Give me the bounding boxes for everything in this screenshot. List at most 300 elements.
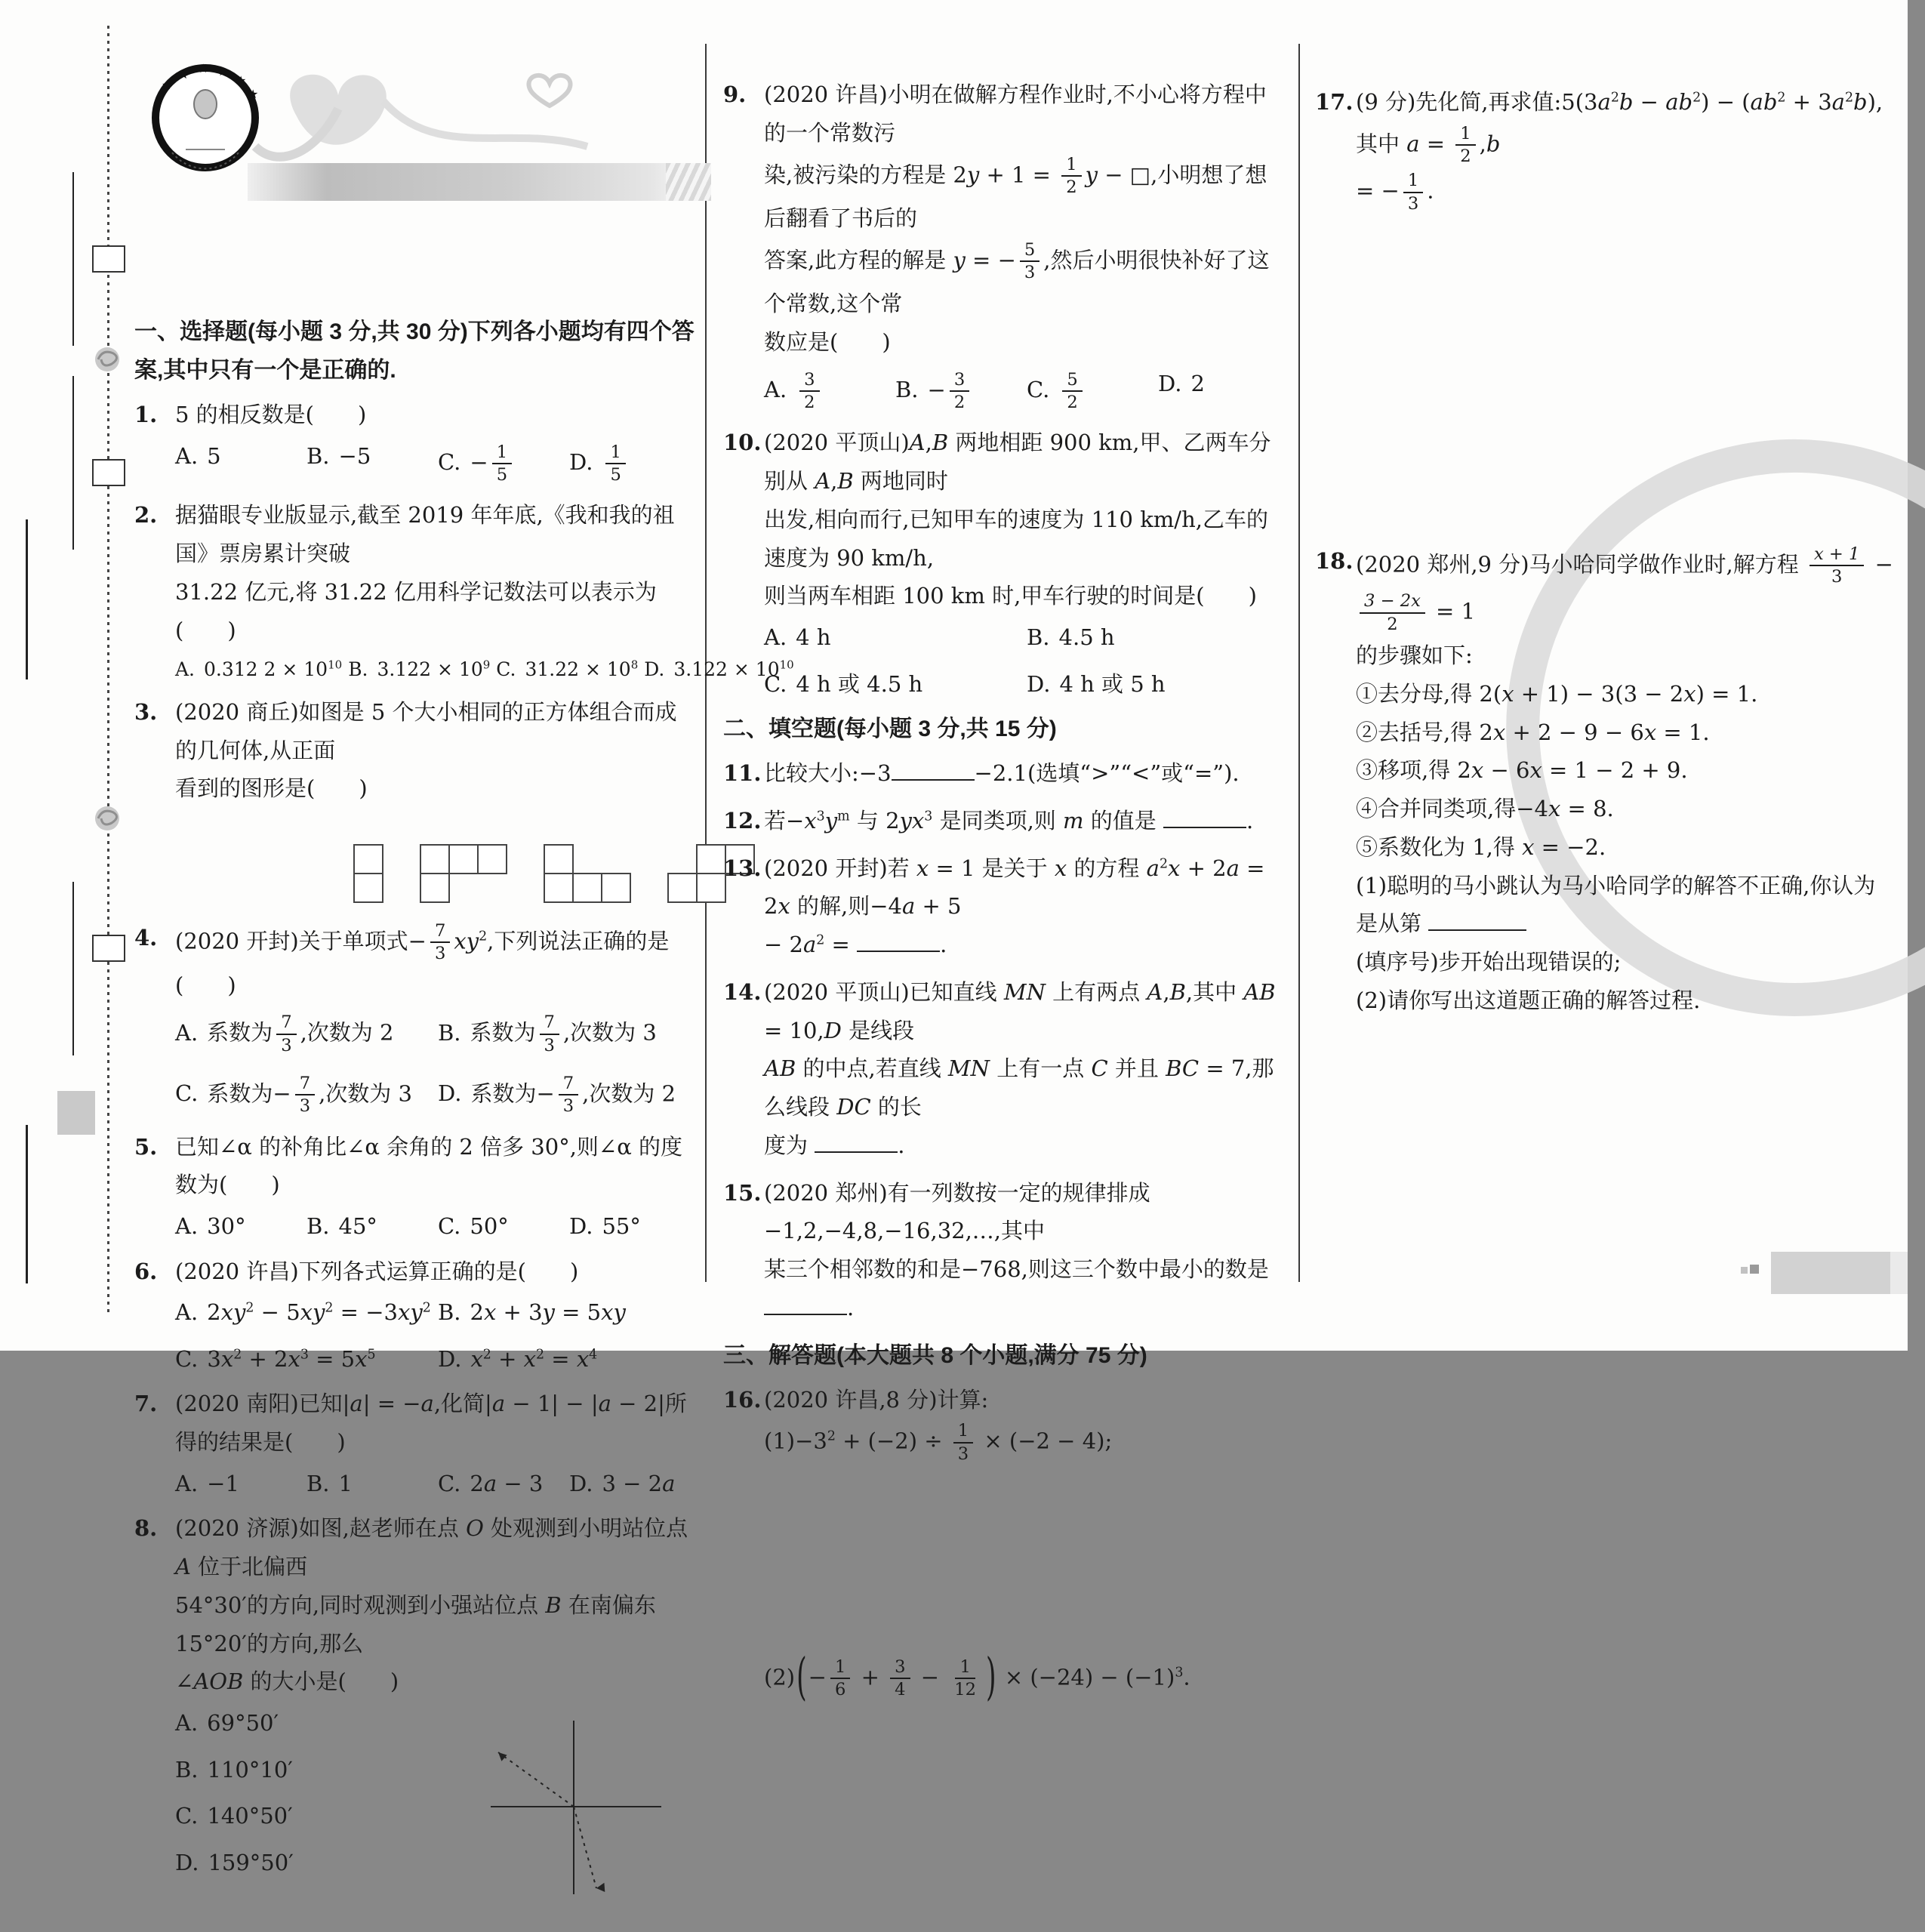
text: = 1 是关于 bbox=[929, 855, 1055, 881]
text: = 7,那么线段 bbox=[764, 1055, 1274, 1120]
denominator: 3 bbox=[1407, 193, 1419, 214]
text: ,次数为 2 bbox=[300, 1019, 394, 1046]
math-variable: x bbox=[355, 1345, 368, 1372]
option-label: C. bbox=[175, 1803, 199, 1829]
question-line bbox=[764, 238, 1283, 323]
text: + 5 bbox=[915, 893, 962, 920]
numerator: 3 bbox=[950, 369, 969, 392]
option-label: C. bbox=[438, 449, 461, 476]
question-line bbox=[175, 919, 695, 1004]
option-label: D. bbox=[1027, 670, 1051, 697]
denominator: 2 bbox=[1067, 393, 1078, 413]
text: 若− bbox=[764, 807, 805, 834]
question-body bbox=[764, 75, 1283, 414]
denominator: 3 bbox=[1831, 567, 1843, 587]
text: − 6 bbox=[1483, 757, 1530, 784]
option bbox=[175, 1210, 300, 1243]
question-body bbox=[764, 849, 1283, 964]
superscript: 5 bbox=[367, 1347, 376, 1363]
math-variable: x bbox=[1643, 719, 1657, 745]
option bbox=[569, 440, 695, 488]
text: (2020 南阳)已知| bbox=[175, 1391, 350, 1417]
text: (2020 平顶山)已知直线 bbox=[764, 978, 1004, 1005]
text: (2)请你写出这道题正确的解答过程. bbox=[1356, 987, 1701, 1013]
question-body bbox=[764, 424, 1283, 701]
text: . bbox=[1246, 807, 1254, 834]
math-variable: y bbox=[824, 807, 838, 834]
text: ,次数为 3 bbox=[319, 1080, 412, 1107]
view-option bbox=[353, 843, 384, 910]
math-variable: x bbox=[778, 893, 790, 920]
math-variable: AB bbox=[1243, 978, 1276, 1005]
column-divider bbox=[1298, 44, 1300, 1282]
question-line bbox=[764, 323, 1283, 362]
option-label: A. bbox=[175, 1299, 199, 1326]
svg-text:★: ★ bbox=[236, 73, 247, 88]
text: = 8. bbox=[1560, 796, 1614, 821]
option bbox=[764, 668, 1021, 701]
math-variable: x bbox=[483, 1299, 497, 1326]
text: = −2. bbox=[1534, 834, 1606, 860]
text: − 3 bbox=[497, 1470, 544, 1496]
math-variable: AOB bbox=[193, 1669, 244, 1695]
numerator: 1 bbox=[1455, 123, 1475, 146]
fraction bbox=[830, 1656, 850, 1701]
text: 据猫眼专业版显示,截至 2019 年年底,《我和我的祖国》票房累计突破 bbox=[175, 502, 675, 567]
text: 某三个相邻数的和是−768,则这三个数中最小的数是 bbox=[764, 1256, 1269, 1283]
question bbox=[723, 802, 1283, 840]
text: , bbox=[925, 430, 932, 456]
denominator: 3 bbox=[957, 1444, 969, 1464]
question-number: 16. bbox=[723, 1386, 762, 1413]
question bbox=[134, 396, 695, 487]
superscript: 2 bbox=[1777, 90, 1786, 106]
text: 系数为 bbox=[207, 1019, 273, 1046]
text: (2020 郑州,9 分)马小哈同学做作业时,解方程 bbox=[1356, 551, 1806, 578]
option bbox=[175, 1071, 432, 1119]
figure-slot bbox=[453, 1693, 695, 1923]
column3-questions bbox=[1315, 45, 1895, 1020]
question-line bbox=[764, 1126, 1283, 1165]
option bbox=[175, 440, 300, 488]
text: ②去括号,得 2 bbox=[1356, 719, 1493, 745]
question-line bbox=[764, 577, 1283, 615]
svg-text:★: ★ bbox=[217, 64, 229, 79]
seal-char-mi bbox=[92, 935, 125, 962]
math-variable: x bbox=[1168, 855, 1181, 881]
option bbox=[306, 1468, 432, 1501]
option-label: A. bbox=[175, 1019, 199, 1046]
fraction bbox=[1810, 544, 1864, 588]
svg-text:★: ★ bbox=[198, 61, 209, 75]
math-variable: x bbox=[576, 1345, 590, 1372]
math-variable: ab bbox=[1665, 89, 1693, 115]
fraction bbox=[1061, 154, 1081, 199]
math-variable: DC bbox=[836, 1094, 871, 1120]
denominator: 2 bbox=[953, 393, 966, 413]
text: = −3 bbox=[333, 1299, 398, 1326]
text: 是同类项,则 bbox=[932, 807, 1064, 834]
text: (2020 平顶山) bbox=[764, 430, 910, 456]
svg-text:★: ★ bbox=[162, 78, 173, 92]
question-body bbox=[175, 1253, 695, 1376]
text: . bbox=[1427, 177, 1434, 204]
text: (1)−3 bbox=[764, 1428, 827, 1454]
superscript: 2 bbox=[1610, 90, 1619, 106]
text: 50° bbox=[470, 1213, 509, 1239]
text: = 2 bbox=[764, 855, 1265, 920]
option-label: D. bbox=[569, 449, 593, 476]
text: ,其中 bbox=[1185, 978, 1244, 1005]
fraction bbox=[1360, 590, 1425, 635]
text: + 2 bbox=[1180, 855, 1227, 881]
option-label: A. bbox=[175, 442, 199, 469]
option bbox=[1158, 368, 1283, 415]
question-line bbox=[1356, 542, 1895, 636]
fraction bbox=[1403, 170, 1423, 214]
text: + bbox=[491, 1345, 524, 1372]
math-variable: x bbox=[1548, 796, 1561, 821]
seal-char-feng bbox=[92, 459, 125, 486]
text: = 1 bbox=[1428, 598, 1476, 624]
answer-blank bbox=[1163, 805, 1246, 828]
text: 31.22 亿元,将 31.22 亿用科学记数法可以表示为( ) bbox=[175, 578, 657, 643]
option bbox=[496, 655, 638, 684]
numerator: 3 − 2x bbox=[1360, 590, 1425, 613]
fraction bbox=[540, 1012, 559, 1056]
superscript: 2 bbox=[827, 1429, 836, 1445]
superscript: 3 bbox=[300, 1347, 309, 1363]
question-body bbox=[175, 919, 695, 1118]
view-shape-b bbox=[419, 843, 508, 904]
question-line bbox=[764, 926, 1283, 964]
option-label: D. bbox=[175, 1849, 199, 1875]
text: − 2 bbox=[764, 932, 803, 958]
question-body bbox=[175, 1385, 695, 1500]
denominator: 3 bbox=[544, 1035, 555, 1055]
math-variable: B bbox=[837, 468, 854, 495]
question bbox=[723, 1174, 1283, 1327]
text: 度为 bbox=[764, 1132, 815, 1158]
option bbox=[1027, 668, 1283, 701]
text: ),其中 bbox=[1356, 89, 1883, 157]
option bbox=[175, 1010, 432, 1058]
text: . bbox=[940, 932, 947, 958]
text: (1)聪明的马小跳认为马小哈同学的解答不正确,你认为是从第 bbox=[1356, 872, 1876, 937]
options-row bbox=[175, 440, 695, 488]
denominator: 2 bbox=[804, 393, 815, 413]
fraction bbox=[276, 1012, 296, 1056]
text: = − bbox=[965, 247, 1016, 273]
text: 上有两点 bbox=[1045, 978, 1147, 1005]
math-variable: xy bbox=[397, 1299, 423, 1326]
options-row bbox=[175, 1707, 414, 1879]
option bbox=[764, 368, 889, 415]
text: + 2 bbox=[242, 1345, 288, 1372]
question bbox=[723, 1381, 1283, 1707]
text: ③移项,得 2 bbox=[1356, 757, 1471, 784]
binding-scribble-icon bbox=[88, 800, 127, 837]
view-option bbox=[543, 843, 632, 910]
options-row bbox=[175, 1210, 695, 1243]
math-variable: A bbox=[815, 468, 831, 495]
option bbox=[175, 1800, 414, 1833]
question-number: 10. bbox=[723, 430, 762, 456]
question-line bbox=[764, 802, 1283, 840]
column-3 bbox=[1315, 45, 1895, 1029]
text: −1 bbox=[207, 1470, 239, 1496]
question bbox=[723, 849, 1283, 964]
options-row bbox=[175, 1010, 695, 1118]
paper-number-badge bbox=[1771, 1252, 1890, 1294]
question-number: 13. bbox=[723, 855, 762, 881]
question-line bbox=[764, 424, 1283, 501]
text: (2020 济源)如图,赵老师在点 bbox=[175, 1515, 467, 1542]
text: 两地相距 900 km,甲、乙两车分别从 bbox=[764, 430, 1271, 495]
math-variable: yx bbox=[899, 807, 925, 834]
text: 在南偏东 15°20′的方向,那么 bbox=[175, 1592, 656, 1656]
math-variable: x bbox=[1522, 834, 1535, 860]
fraction bbox=[1062, 369, 1082, 414]
brand-banner bbox=[248, 163, 685, 201]
svg-text:★: ★ bbox=[248, 87, 259, 101]
math-variable: A bbox=[909, 430, 926, 456]
denominator: 5 bbox=[610, 465, 621, 485]
text: 处观测到小明站位点 bbox=[483, 1515, 688, 1542]
superscript: m bbox=[837, 809, 850, 824]
numerator: 3 bbox=[890, 1656, 910, 1679]
option-label: C. bbox=[175, 1345, 199, 1372]
option bbox=[569, 1210, 695, 1243]
cubes-3d-figure bbox=[178, 815, 318, 910]
question-line bbox=[764, 1174, 1283, 1251]
fraction bbox=[559, 1073, 578, 1117]
text: 31.22 × 10 bbox=[525, 658, 631, 681]
text: 的长 bbox=[870, 1094, 922, 1120]
question-line bbox=[175, 1253, 695, 1291]
numerator: 7 bbox=[295, 1073, 315, 1095]
field-school bbox=[50, 172, 77, 346]
text: . bbox=[898, 1132, 905, 1158]
option-label: D. bbox=[1158, 370, 1182, 396]
text: 2 bbox=[207, 1299, 221, 1326]
text: (2020 开封)若 bbox=[764, 855, 916, 881]
numerator: 5 bbox=[1062, 369, 1082, 392]
option bbox=[348, 655, 490, 684]
math-variable: xy bbox=[300, 1299, 325, 1326]
math-variable: y bbox=[542, 1299, 555, 1326]
numerator: 1 bbox=[492, 442, 512, 464]
question-number: 15. bbox=[723, 1179, 762, 1206]
answer-blank bbox=[892, 757, 975, 781]
text: . bbox=[1183, 1664, 1190, 1690]
math-variable: b bbox=[1486, 131, 1501, 157]
option-label: D. bbox=[438, 1345, 462, 1372]
superscript: 10 bbox=[779, 658, 794, 672]
question-line bbox=[764, 153, 1283, 238]
text: ⑤系数化为 1,得 bbox=[1356, 834, 1523, 860]
text: 数应是( ) bbox=[764, 329, 891, 356]
answer-blank bbox=[815, 1129, 898, 1153]
denominator: 3 bbox=[1024, 263, 1036, 283]
option bbox=[175, 1754, 414, 1787]
text: = − bbox=[1356, 177, 1400, 204]
math-variable: a bbox=[1146, 855, 1160, 881]
text: ①去分母,得 2( bbox=[1356, 680, 1502, 707]
question-line bbox=[1356, 83, 1895, 168]
text: (2020 开封)关于单项式− bbox=[175, 928, 427, 954]
question bbox=[134, 1385, 695, 1500]
option-label: D. bbox=[569, 1213, 593, 1239]
text: (2020 许昌)小明在做解方程作业时,不小心将方程中的一个常数污 bbox=[764, 82, 1267, 146]
numerator: x + 1 bbox=[1810, 544, 1864, 566]
text: = bbox=[1419, 131, 1452, 157]
text: ,下列说法正确的是( ) bbox=[175, 928, 670, 998]
answer-blank bbox=[764, 1292, 847, 1315]
math-variable: a bbox=[662, 1470, 676, 1496]
question-line bbox=[175, 1509, 695, 1586]
section-title: 一、选择题(每小题 3 分,共 30 分)下列各小题均有四个答案,其中只有一个是正确的. bbox=[134, 319, 695, 383]
question-line bbox=[764, 849, 1283, 926]
question bbox=[723, 424, 1283, 701]
option-label: A. bbox=[175, 1470, 199, 1496]
option-label: B. bbox=[895, 377, 919, 403]
superscript: 2 bbox=[816, 932, 825, 948]
question-line bbox=[175, 1385, 695, 1462]
text: 系数为 bbox=[470, 1019, 536, 1046]
text: 与 2 bbox=[849, 807, 900, 834]
option-label: B. bbox=[348, 658, 368, 681]
math-variable: a bbox=[1406, 131, 1420, 157]
superscript: 2 bbox=[245, 1300, 254, 1316]
numerator: 7 bbox=[276, 1012, 296, 1034]
fraction bbox=[950, 369, 969, 414]
question-body bbox=[175, 1128, 695, 1243]
math-variable: x bbox=[220, 1345, 234, 1372]
text: 55° bbox=[602, 1213, 641, 1239]
text: 140°50′ bbox=[207, 1803, 293, 1829]
text: (9 分)先化简,再求值:5(3 bbox=[1356, 89, 1598, 115]
question-line bbox=[764, 973, 1283, 1050]
badge-pixel-icon bbox=[1741, 1262, 1761, 1277]
option-label: D. bbox=[644, 658, 665, 681]
text: × (−24) − (−1) bbox=[997, 1664, 1175, 1690]
text: 位于北偏西 bbox=[190, 1554, 308, 1579]
text: ) = 1. bbox=[1696, 680, 1758, 707]
question-line bbox=[764, 1250, 1283, 1327]
text: | = − bbox=[362, 1391, 421, 1417]
math-variable: xy bbox=[601, 1299, 626, 1326]
text: + 3 bbox=[496, 1299, 543, 1326]
denominator: 3 bbox=[281, 1035, 292, 1055]
math-variable: a bbox=[483, 1470, 497, 1496]
option-label: C. bbox=[438, 1213, 461, 1239]
text: 4 h bbox=[796, 624, 831, 651]
option-label: D. bbox=[569, 1470, 593, 1496]
question-line bbox=[1356, 675, 1895, 713]
text: ,然后小明很快补好了这个常数,这个常 bbox=[764, 247, 1270, 317]
text: 2 bbox=[470, 1299, 484, 1326]
numerator: 1 bbox=[1061, 154, 1081, 177]
question bbox=[723, 754, 1283, 793]
math-variable: x bbox=[1502, 680, 1514, 707]
page-edge-mark bbox=[26, 1125, 28, 1283]
question-body bbox=[764, 1174, 1283, 1327]
math-variable: a bbox=[420, 1391, 434, 1417]
seal-char-xian bbox=[92, 245, 125, 273]
superscript: 2 bbox=[233, 1347, 242, 1363]
question-body bbox=[764, 802, 1283, 840]
denominator: 5 bbox=[496, 465, 508, 485]
question bbox=[1315, 83, 1895, 216]
question bbox=[134, 1253, 695, 1376]
svg-text:★: ★ bbox=[178, 67, 189, 82]
option-label: B. bbox=[438, 1019, 461, 1046]
question-line bbox=[175, 769, 695, 808]
text: 的大小是( ) bbox=[243, 1669, 399, 1695]
edition-badge bbox=[57, 1091, 95, 1135]
fraction bbox=[605, 442, 625, 486]
question-body bbox=[764, 1381, 1283, 1707]
text: + 1 = bbox=[979, 161, 1058, 187]
denominator: 2 bbox=[1460, 146, 1471, 167]
numerator: 7 bbox=[540, 1012, 559, 1034]
math-variable: x bbox=[1054, 855, 1067, 881]
text: + bbox=[854, 1664, 887, 1690]
text: 答案,此方程的解是 bbox=[764, 247, 953, 273]
text: − bbox=[913, 1664, 947, 1690]
option bbox=[175, 1296, 432, 1330]
math-variable: a bbox=[802, 932, 817, 958]
denominator: 2 bbox=[1066, 177, 1077, 197]
option-label: C. bbox=[175, 1080, 199, 1107]
question-number: 7. bbox=[134, 1391, 158, 1417]
text: , bbox=[830, 468, 838, 495]
denominator: 2 bbox=[1387, 614, 1398, 634]
superscript: 3 bbox=[816, 809, 825, 824]
text: 的方程 bbox=[1067, 855, 1147, 881]
question-number: 3. bbox=[134, 698, 158, 725]
fraction bbox=[492, 442, 512, 486]
question-body bbox=[764, 754, 1283, 793]
options-row bbox=[764, 621, 1283, 701]
math-variable: MN bbox=[947, 1055, 990, 1082]
math-variable: B bbox=[932, 430, 949, 456]
math-variable: C bbox=[1091, 1055, 1108, 1082]
math-variable: b bbox=[1619, 89, 1634, 115]
math-variable: A bbox=[175, 1554, 191, 1579]
math-variable: x bbox=[288, 1345, 300, 1372]
field-class-blank bbox=[50, 376, 74, 550]
text: 的解,则−4 bbox=[790, 893, 902, 920]
question-number: 9. bbox=[723, 82, 747, 107]
text: (2020 许昌)下列各式运算正确的是( ) bbox=[175, 1258, 579, 1284]
question bbox=[134, 1128, 695, 1243]
question-line bbox=[175, 496, 695, 573]
view-shape-a bbox=[353, 843, 384, 904]
text: − bbox=[1633, 89, 1666, 115]
option-label: D. bbox=[438, 1080, 462, 1107]
text: 4 h 或 4.5 h bbox=[796, 670, 923, 697]
text: 0.312 2 × 10 bbox=[204, 658, 328, 681]
math-variable: AB bbox=[764, 1055, 796, 1082]
option bbox=[569, 1468, 695, 1501]
math-variable: m bbox=[1063, 807, 1084, 834]
superscript: 2 bbox=[1844, 90, 1854, 106]
option-label: B. bbox=[175, 1756, 199, 1783]
workspace-gap bbox=[764, 1466, 1283, 1655]
math-variable: a bbox=[1226, 855, 1240, 881]
